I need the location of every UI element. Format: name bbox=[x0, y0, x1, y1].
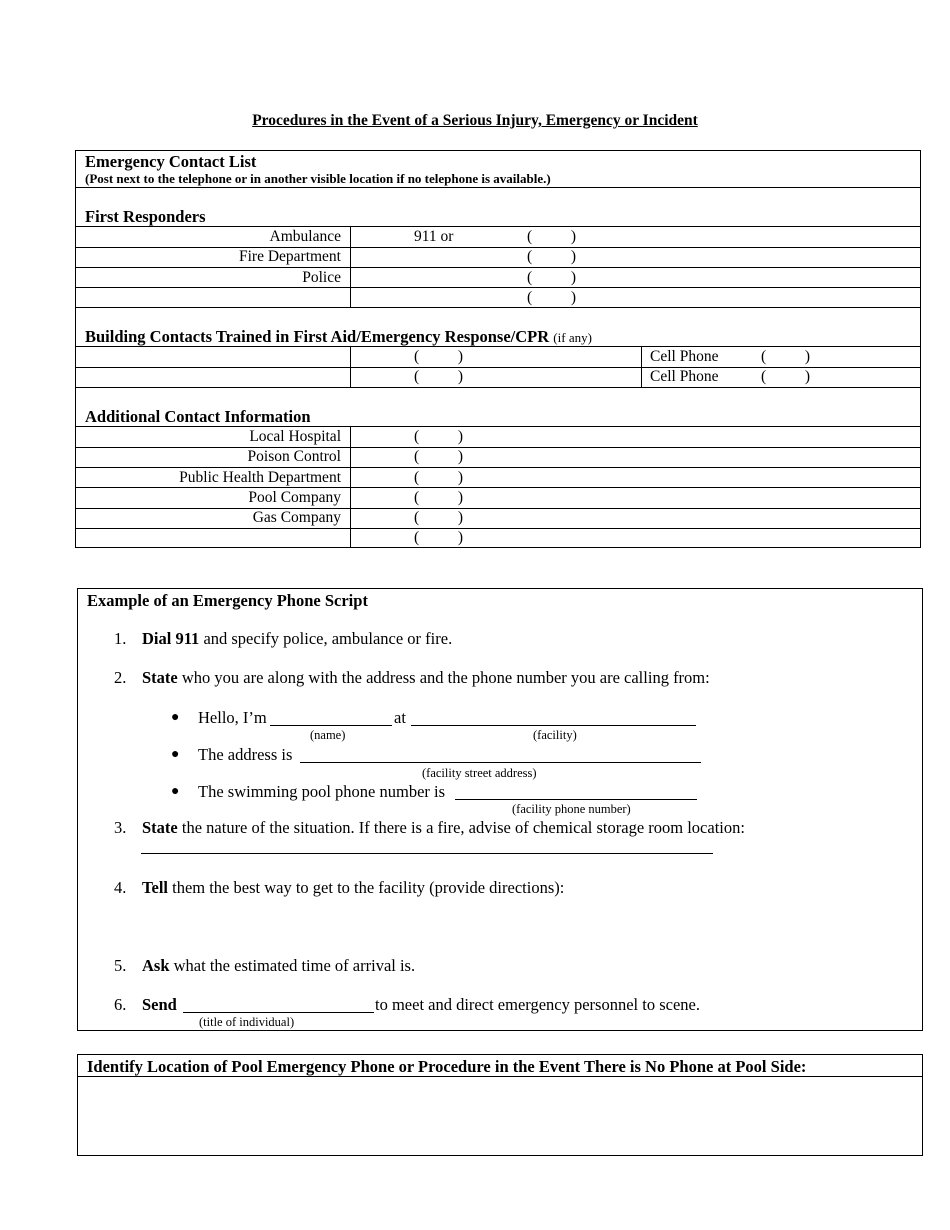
location-heading: Identify Location of Pool Emergency Phone or Procedure in the Event There is No Phone at Pool Side: bbox=[87, 1057, 807, 1076]
step-keyword: State bbox=[142, 818, 178, 837]
step-keyword: State bbox=[142, 668, 178, 687]
local-hospital-phone-field[interactable]: ( ) bbox=[414, 428, 464, 445]
emergency-contact-list bbox=[75, 150, 921, 548]
divider bbox=[76, 287, 920, 288]
row-label-police: Police bbox=[302, 269, 341, 286]
emergency-phone-script bbox=[77, 588, 923, 1031]
first-responders-heading: First Responders bbox=[85, 207, 206, 226]
step-keyword: Send bbox=[142, 995, 177, 1014]
police-phone-field[interactable]: ( ) bbox=[527, 269, 577, 286]
bullet-icon: ● bbox=[171, 784, 180, 799]
public-health-phone-field[interactable]: ( ) bbox=[414, 469, 464, 486]
step-number: 1. bbox=[114, 629, 127, 648]
step-number: 6. bbox=[114, 995, 127, 1014]
other-responder-phone-field[interactable]: ( ) bbox=[527, 289, 577, 306]
step-keyword: Tell bbox=[142, 878, 168, 897]
pool-phone-caption: (facility phone number) bbox=[512, 802, 631, 816]
step-number: 2. bbox=[114, 668, 127, 687]
building-contact-1-cell-label: Cell Phone bbox=[650, 348, 719, 365]
additional-contacts-heading: Additional Contact Information bbox=[85, 407, 311, 426]
facility-caption: (facility) bbox=[533, 728, 577, 742]
pool-company-phone-field[interactable]: ( ) bbox=[414, 489, 464, 506]
name-field[interactable] bbox=[270, 725, 392, 726]
step-dial bbox=[142, 629, 452, 649]
bullet-icon: ● bbox=[171, 710, 180, 725]
divider bbox=[76, 307, 920, 308]
other-additional-phone-field[interactable]: ( ) bbox=[414, 529, 464, 546]
gas-company-phone-field[interactable]: ( ) bbox=[414, 509, 464, 526]
divider bbox=[76, 187, 920, 188]
step-text: to meet and direct emergency personnel to scene. bbox=[375, 995, 700, 1014]
at-label: at bbox=[394, 708, 406, 727]
divider bbox=[76, 508, 920, 509]
step-number: 3. bbox=[114, 818, 127, 837]
situation-field[interactable] bbox=[141, 853, 713, 854]
pool-phone-label: The swimming pool phone number is bbox=[198, 782, 446, 801]
building-contact-2-phone-field[interactable]: ( ) bbox=[414, 368, 464, 385]
building-contact-2-cell-field[interactable]: ( ) bbox=[761, 368, 811, 385]
divider bbox=[76, 487, 920, 488]
step-ask-arrival bbox=[142, 956, 415, 976]
phone-location-box bbox=[77, 1054, 923, 1156]
step-tell-directions bbox=[142, 878, 564, 898]
location-entry-area[interactable] bbox=[78, 1077, 922, 1155]
individual-title-caption: (title of individual) bbox=[199, 1015, 295, 1029]
divider bbox=[76, 447, 920, 448]
address-caption: (facility street address) bbox=[422, 766, 537, 780]
script-heading: Example of an Emergency Phone Script bbox=[87, 591, 368, 610]
divider bbox=[76, 247, 920, 248]
building-contacts-note: (if any) bbox=[553, 330, 592, 345]
building-contact-1-phone-field[interactable]: ( ) bbox=[414, 348, 464, 365]
divider bbox=[76, 528, 920, 529]
step-keyword: Ask bbox=[142, 956, 170, 975]
address-label: The address is bbox=[198, 745, 293, 764]
building-contacts-title: Building Contacts Trained in First Aid/Emergency Response/CPR bbox=[85, 327, 550, 346]
page-title: Procedures in the Event of a Serious Injury, Emergency or Incident bbox=[252, 112, 698, 129]
contact-list-subheading: (Post next to the telephone or in another visible location if no telephone is available.) bbox=[85, 171, 551, 186]
step-number: 5. bbox=[114, 956, 127, 975]
step-text: who you are along with the address and the phone number you are calling from: bbox=[177, 668, 710, 687]
divider bbox=[76, 226, 920, 227]
step-text: the nature of the situation. If there is a fire, advise of chemical storage room location: bbox=[177, 818, 745, 837]
building-contact-2-cell-label: Cell Phone bbox=[650, 368, 719, 385]
step-text: what the estimated time of arrival is. bbox=[169, 956, 416, 975]
step-state-situation bbox=[142, 818, 745, 838]
building-contacts-heading bbox=[85, 327, 592, 347]
name-caption: (name) bbox=[310, 728, 346, 742]
row-label-public-health: Public Health Department bbox=[179, 469, 341, 486]
ambulance-phone-field[interactable]: ( ) bbox=[527, 228, 577, 245]
facility-field[interactable] bbox=[411, 725, 696, 726]
step-text: and specify police, ambulance or fire. bbox=[199, 629, 453, 648]
step-text: them the best way to get to the facility (provide directions): bbox=[167, 878, 565, 897]
row-label-fire-department: Fire Department bbox=[238, 248, 341, 265]
bullet-icon: ● bbox=[171, 747, 180, 762]
fire-department-phone-field[interactable]: ( ) bbox=[527, 248, 577, 265]
divider bbox=[76, 467, 920, 468]
hello-label: Hello, I’m bbox=[198, 708, 267, 727]
contact-list-heading: Emergency Contact List bbox=[85, 152, 257, 171]
step-state-identity bbox=[142, 668, 710, 688]
row-label-pool-company: Pool Company bbox=[248, 489, 341, 506]
poison-control-phone-field[interactable]: ( ) bbox=[414, 448, 464, 465]
row-label-gas-company: Gas Company bbox=[252, 509, 341, 526]
divider bbox=[76, 346, 920, 347]
ambulance-prefix: 911 or bbox=[414, 228, 454, 245]
address-field[interactable] bbox=[300, 762, 701, 763]
divider bbox=[76, 387, 920, 388]
individual-title-field[interactable] bbox=[183, 1012, 374, 1013]
pool-phone-field[interactable] bbox=[455, 799, 697, 800]
step-number: 4. bbox=[114, 878, 127, 897]
row-label-ambulance: Ambulance bbox=[269, 228, 341, 245]
row-label-poison-control: Poison Control bbox=[247, 448, 341, 465]
divider bbox=[76, 426, 920, 427]
row-label-local-hospital: Local Hospital bbox=[249, 428, 341, 445]
building-contact-1-cell-field[interactable]: ( ) bbox=[761, 348, 811, 365]
step-keyword: Dial 911 bbox=[142, 629, 200, 648]
divider bbox=[76, 267, 920, 268]
